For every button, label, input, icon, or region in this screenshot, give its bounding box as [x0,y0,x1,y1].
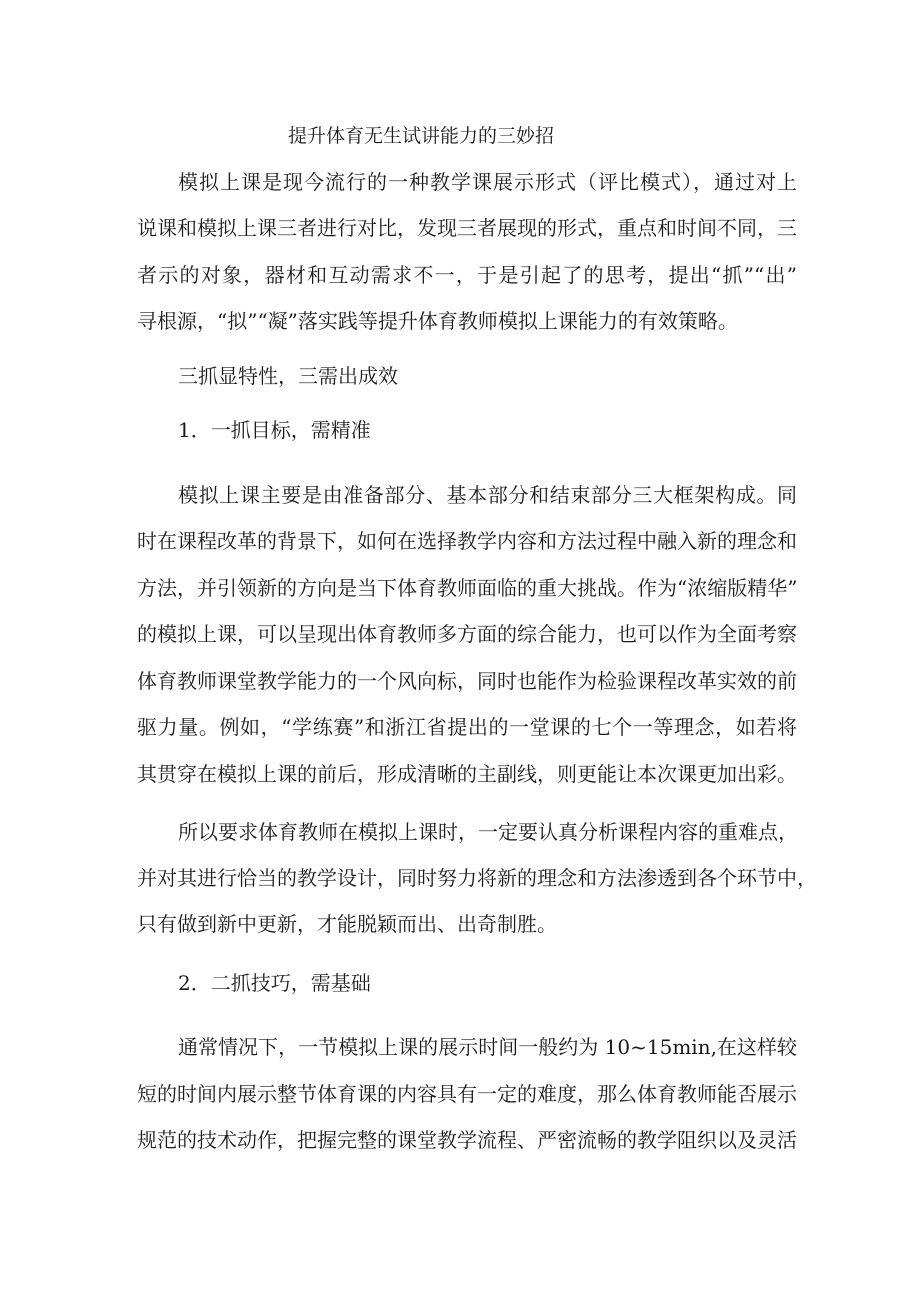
point1-para1-line-1: 模拟上课主要是由准备部分、基本部分和结束部分三大框架构成。同 [178,483,797,507]
document-title: 提升体育无生试讲能力的三妙招 [288,125,555,147]
point-heading-1: 1．一抓目标，需精准 [178,418,371,442]
intro-line-1: 模拟上课是现今流行的一种教学课展示形式（评比模式），通过对上 [178,170,797,194]
point1-para1-line-2: 时在课程改革的背景下，如何在选择教学内容和方法过程中融入新的理念和 [137,529,797,553]
point1-para2-line-3: 只有做到新中更新，才能脱颖而出、出奇制胜。 [137,912,557,936]
point2-para1-line-1: 通常情况下，一节模拟上课的展示时间一般约为 10~15min,在这样较 [178,1035,797,1059]
point2-para1-line-3: 规范的技术动作，把握完整的课堂教学流程、严密流畅的教学阻织以及灵活 [137,1128,797,1152]
intro-line-2: 说课和模拟上课三者进行对比，发现三者展现的形式，重点和时间不同，三 [137,216,797,240]
point1-para1-line-4: 的模拟上课，可以呈现出体育教师多方面的综合能力，也可以作为全面考察 [137,622,797,646]
section-heading-1: 三抓显特性，三需出成效 [178,364,398,388]
point1-para1-line-6: 驱力量。例如，“学练赛”和浙江省提出的一堂课的七个一等理念，如若将 [137,715,797,739]
point1-para2-line-1: 所以要求体育教师在模拟上课时，一定要认真分析课程内容的重难点， [178,820,798,844]
point-heading-2: 2．二抓技巧，需基础 [178,971,371,995]
point1-para1-line-3: 方法，并引领新的方向是当下体育教师面临的重大挑战。作为“浓缩版精华” [137,576,798,600]
point1-para1-line-5: 体育教师课堂教学能力的一个风向标，同时也能作为检验课程改革实效的前 [137,669,797,693]
point2-para1-line-2: 短的时间内展示整节体育课的内容具有一定的难度，那么体育教师能否展示 [137,1082,797,1106]
point1-para1-line-7: 其贯穿在模拟上课的前后，形成清晰的主副线，则更能让本次课更加出彩。 [137,762,797,786]
intro-line-4: 寻根源，“拟”“凝”落实践等提升体育教师模拟上课能力的有效策略。 [137,309,738,333]
point1-para2-line-2: 并对其进行恰当的教学设计，同时努力将新的理念和方法渗透到各个环节中， [137,866,817,890]
intro-line-3: 者示的对象，器材和互动需求不一，于是引起了的思考，提出“抓”“出” [137,263,797,287]
